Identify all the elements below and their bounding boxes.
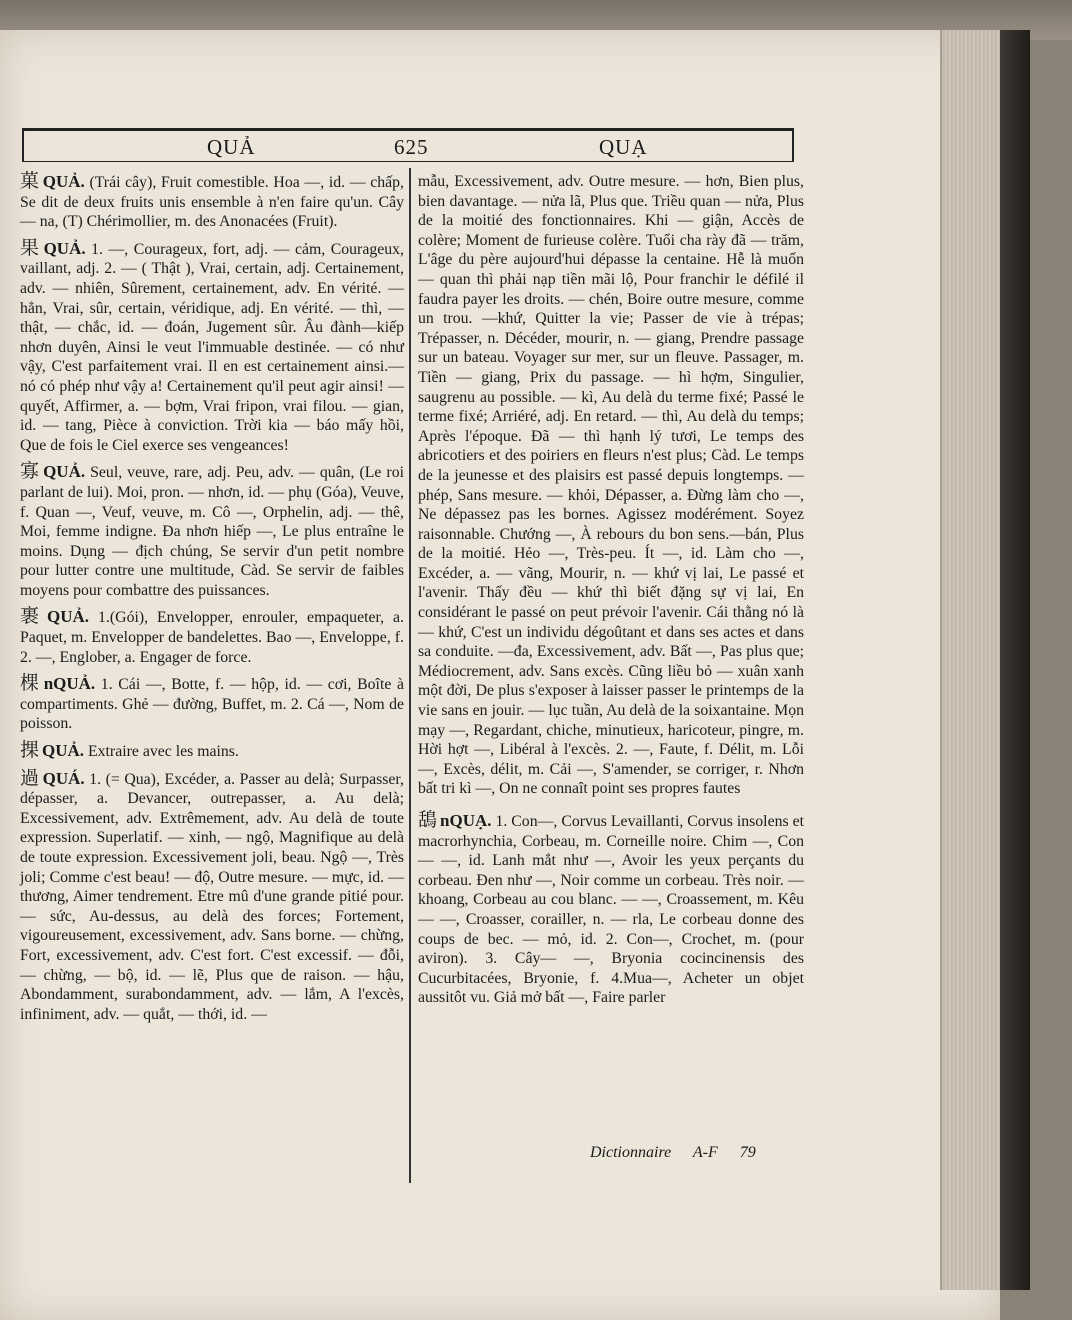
entry-text: (Trái cây), Fruit comestible. Hoa —, id. — chấp, Se dit de deux fruits unis ensemble à n'en faire qu'un. Cây — na, (T) Chérimollier, m. des Anonacées (Fruit). [20,174,404,231]
entry-headword: QUẢ. [42,172,85,191]
dictionary-entry [20,607,404,667]
entry-text: mẫu, Excessivement, adv. Outre mesure. — hơn, Bien plus, bien davantage. — nửa lã, Plus que. Triều quan — nửa, Plus de la moitié des fonctionnaires. Khi — giận, Accès de colère; Moment de furieuse colère. Tuổi cha rày đã — trăm, L'âge du père aujourd'hui dépasse la centaine. Hễ là muốn — quan thì phải nạp tiền mãi lộ, Pour franchir le défilé il faudra payer les droits. — chén, Boire outre mesure, comme un trou. —khứ, Quitter la vie; Passer de vie à trépas; Trépasser, n. Décéder, mourir, n. — giang, Prendre passage sur un bateau. Voyager sur mer, sur un fleuve. Passager, m. Tiền — giang, Prix du passage. — hì hợm, Singulier, saugrenu au possible. — kì, Au delà du terme fixé; Passé le terme fixé; Arriéré, adj. En retard. — thì, Au delà du temps; Après l'époque. Đã — thì hạnh lý tươi, Le temps des abricotiers et des poiriers en fleurs n'est plus; Càd. Le temps de la jeunesse et des plaisirs est passé depuis longtemps. — phép, Sans mesure. — khỏi, Dépasser, a. Đừng làm cho —, Ne dépassez pas les bornes. Agissez modérément. Soyez raisonnable. Chướng —, À rebours du bon sens.—bán, Plus de la moitié. Hẻo —, Très-peu. Ít —, id. Làm cho —, Excéder, a. — vãng, Mourir, n. — khứ vị lai, Le passé et l'avenir. Thấy đều — khứ thì biết đặng sự vị lai, En considérant le passé on peut prévoir l'avenir. Cái thằng nó là — khứ, C'est un individu dégoûtant et dans ses actes et dans sa conduite. —đa, Excessivement, adv. Bất —, Pas plus que; Médiocrement, adv. Sans excès. Cũng liều bỏ — xuân xanh một đời, De plus s'exposer à laisser passer le printemps de la vie sans en jouir. — lục tuần, Au delà de la soixantaine. Mọn mạy —, Regardant, chiche, minutieux, haricoteur, pingre, m. Hời hợt —, Libéral à l'excès. 2. —, Faute, f. Délit, m. Lỗi —, Excès, délit, m. Cải —, S'amender, se corriger, r. Nhơn bất tri kì —, On ne connaît point ses propres fautes [418,173,804,798]
column-divider [409,168,411,1183]
entry-headword: nQUẢ. [43,674,96,694]
right-column [418,172,804,1015]
dictionary-entry [418,811,804,1008]
book-cover-edge [1000,30,1030,1290]
hanzi-character: 寡 [20,460,41,483]
left-column [20,172,404,1031]
dictionary-entry [20,741,404,762]
entry-headword: nQUẠ. [440,811,492,830]
entry-text: Extraire avec les mains. [88,743,239,761]
entry-text: 1. Con—, Corvus Levaillanti, Corvus insolens et macrorhynchia, Corbeau, m. Corneille noire. Chim —, Con — —, id. Lanh mắt như —, Avoir les yeux perçants du corbeau. Đen như —, Noir comme un corbeau. Très noir. — khoang, Corbeau au cou blanc. — —, Croassement, m. Kêu — —, Croasser, corailler, n. — rla, Le corbeau donne des coups de bec. — mỏ, id. 2. Con—, Crochet, m. (pour aviron). 3. Cây— —, Bryonia cocincinensis des Cucurbitacées, Bryonie, f. 4.Mua—, Acheter un objet aussitôt vu. Giả mở bất —, Faire parler [418,813,804,1007]
hanzi-character: 捰 [20,739,40,762]
entry-headword: QUẢ. [43,462,86,482]
dictionary-entry [20,674,404,734]
dictionary-entry-continued [418,172,804,799]
dictionary-entry [20,236,404,456]
header-right-word: QUẠ [599,135,648,159]
footer-signature: 79 [739,1144,756,1161]
hanzi-character: 棵 [20,672,41,695]
entry-headword: QUÁ. [42,768,85,788]
entry-headword: QUẢ. [42,741,85,761]
footer-section: A-F [692,1144,718,1161]
hanzi-character: 果 [20,236,41,259]
hanzi-character: 菓 [20,170,40,192]
page-number: 625 [394,135,429,159]
dictionary-entry [20,462,404,600]
header-left-word: QUẢ [207,135,256,159]
page-footer [590,1144,774,1162]
hanzi-character: 鴰 [418,809,438,831]
entry-headword: QUẢ. [43,238,86,258]
footer-title: Dictionnaire [590,1144,672,1161]
entry-text: 1. (= Qua), Excéder, a. Passer au delà; Surpasser, dépasser, a. Devancer, outrepasser, a. Au delà; Excessivement, adv. Extrêmement, adv. Au delà de toute expression. Superlatif. — xinh, — ngộ, Magnifique au delà de toute expression. Excessivement joli, beau. Ngộ —, Très joli; Comme c'est beau! — độ, Outre mesure. — mực, id. — thương, Aimer tendrement. Etre mû d'une grande pitié pour. — sức, Au-dessus, au delà des forces; Fortement, vigoureusement, excessivement, adv. Sans borne. — chừng, Fort, excessivement, adv. C'est fort. C'est excessif. — đỗi, — chừng, — bộ, id. — lẽ, Plus que de raison. — hậu, Abondamment, surabondamment, adv. — lắm, A l'excès, infiniment, adv. — quắt, — thới, id. — [20,770,404,1023]
entry-text: 1.(Gói), Envelopper, enrouler, empaqueter, a. Paquet, m. Envelopper de bandelettes. Bao —, Enveloppe, f. 2. —, Englober, a. Engager de force. [20,609,404,666]
dictionary-entry [20,766,404,1025]
entry-headword: QUẢ. [47,607,90,627]
hanzi-character: 裹 [20,605,45,628]
entry-text: Seul, veuve, rare, adj. Peu, adv. — quân, (Le roi parlant de lui). Moi, pron. — nhơn, id. — phụ (Góa), Veuve, f. Quan —, Veuf, veuve, m. Cô —, Orphelin, adj. — thê, Moi, femme indigne. Đa nhơn hiếp —, Le plus entraîne le moins. Dụng — địch chúng, Se servir d'un petit nombre pour lutter contre une multitude, Càd. Se servir de faibles moyens pour combattre des puissances. [20,464,404,599]
page-header [22,128,794,162]
entry-text: 1. —, Courageux, fort, adj. — cảm, Courageux, vaillant, adj. 2. — ( Thật ), Vrai, certain, adj. Certainement, adv. — nhiên, Sûrement, certainement, adv. En vérité. — hẳn, Vrai, sûr, certain, véridique, adj. En vérité. — thì, — thật, — chắc, id. — đoán, Jugement sûr. Âu đành—kiếp nhơn duyên, Ainsi le veut l'immuable destinée. — có như vậy, C'est parfaitement vrai. Il en est certainement ainsi.—nó có phép như vậy a! Certainement qu'il peut agir ainsi! — quyết, Affirmer, a. — bợm, Vrai fripon, vrai filou. — gian, id. — tang, Pièce à conviction. Trời kia — báo mấy hồi, Que de fois le Ciel exerce ses vengeances! [20,240,404,454]
hanzi-character: 過 [20,766,40,789]
dictionary-entry [20,172,404,232]
entry-text: 1. Cái —, Botte, f. — hộp, id. — cơi, Boîte à compartiments. Ghẻ — đường, Buffet, m. 2. Cá —, Nom de poisson. [20,676,404,733]
